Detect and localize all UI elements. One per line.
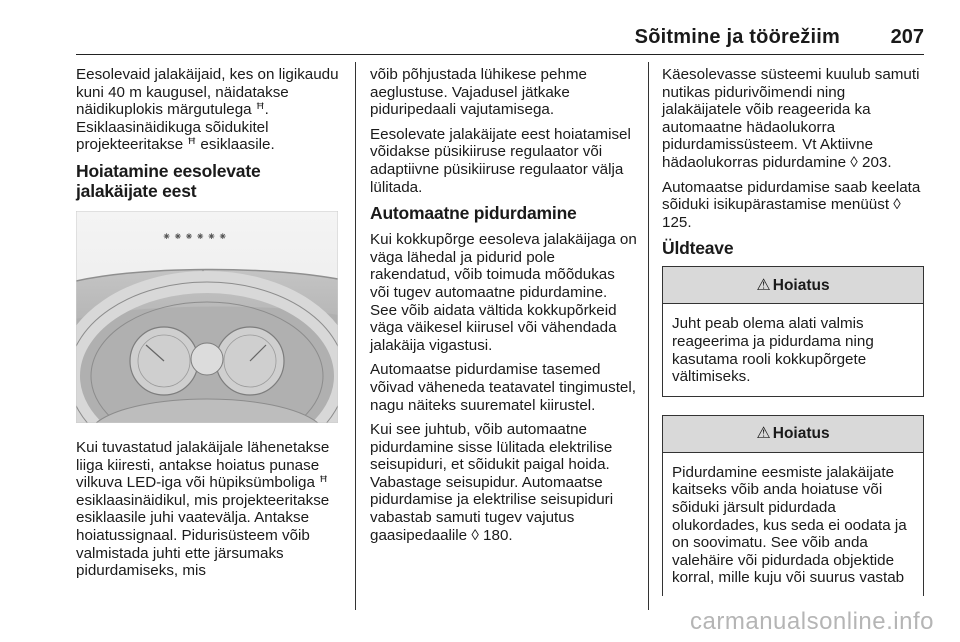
dashboard-illustration (76, 211, 338, 423)
warning-header (663, 267, 923, 304)
warning-box (662, 415, 924, 596)
paragraph: Kui tuvastatud jalakäijale lähenetakse liiga kiiresti, antakse hoiatus punase vilkuva LED-iga või hüpiksümboliga ꟸ esiklaasinäidikul, mis projekteeritakse esiklaasile juhi vaatevälja. Antakse hoiatussignaal. Pidurisüsteem võib valmistada juhti ette järsumaks pidurdamiseks, mis (76, 438, 330, 580)
warning-text: Pidurdamine eesmiste jalakäijate kaitseks võib anda hoiatuse või sõiduki järsult pidurdada olukordades, kus seda ei oodata ja on soovimatu. See võib anda valehäire või pidurdada objektide korral, mille kuju või suurus vastab (672, 463, 907, 587)
paragraph: Kui see juhtub, võib automaatne pidurdamine sisse lülitada elektrilise seisupiduri, et sõidukit paigal hoida. Vabastage seisupidur. Automaatse pidurdamise ja elektrilise seisupiduri vabastab samuti tugev vajutus gaasipedaalile ◊ 180. (370, 421, 614, 544)
hud-pedestrian-symbols: ⁕⁕⁕⁕⁕⁕ (162, 230, 230, 243)
paragraph: võib põhjustada lühikese pehme aeglustuse. Vajadusel jätkake piduripedaali vajutamisega. (370, 66, 587, 119)
header-rule (76, 54, 924, 55)
section-heading: Hoiatamine eesolevate jalakäijate eest (76, 160, 261, 201)
column-3 (662, 66, 924, 596)
paragraph: Automaatse pidurdamise saab keelata sõiduki isikupärastamise menüüst ◊ 125. (662, 178, 921, 231)
warning-title: Hoiatus (772, 424, 830, 442)
watermark: carmanualsonline.info (690, 608, 934, 635)
paragraph: Käesolevasse süsteemi kuulub samuti nutikas pidurivõimendi ning jalakäijatele võib reageerida ka automaatne hädaolukorra pidurdamissüsteem. Vt Aktiivne hädaolukorras pidurdamine ◊ 203. (662, 66, 920, 171)
column-divider-2 (648, 62, 649, 610)
warning-icon: ⚠ (756, 424, 771, 442)
warning-title: Hoiatus (772, 276, 830, 294)
paragraph: Automaatse pidurdamise tasemed võivad väheneda teatavatel tingimustel, nagu näiteks suurematel kiirustel. (370, 361, 636, 414)
column-2 (370, 66, 638, 551)
section-heading: Automaatne pidurdamine (370, 203, 577, 224)
column-divider-1 (355, 62, 356, 610)
paragraph: Kui kokkupõrge eesoleva jalakäijaga on väga lähedal ja pidurid pole rakendatud, võib toimuda mõõdukas või tugev automaatne pidurdamine. See võib aidata vältida kokkupõrkeid väga väikesel kiirusel või vähendada jalakäija vigastusi. (370, 231, 637, 354)
warning-box (662, 266, 924, 396)
warning-header (663, 416, 923, 453)
warning-icon: ⚠ (756, 276, 771, 294)
warning-text: Juht peab olema alati valmis reageerima ja pidurdama ning kasutama rooli kokkupõrgete vältimiseks. (672, 315, 874, 386)
section-heading: Üldteave (662, 238, 734, 259)
column-1 (76, 66, 344, 587)
page-number: 207 (890, 26, 924, 48)
paragraph: Eesolevate jalakäijate eest hoiatamisel võidakse püsikiiruse regulaator või adaptiivne püsikiiruse regulaator välja lülitada. (370, 125, 631, 196)
paragraph: Eesolevaid jalakäijaid, kes on ligikaudu kuni 40 m kaugusel, näidatakse näidikuplokis märgutulega ꟸ. Esiklaasinäidikuga sõidukitel projekteeritakse ꟸ esiklaasile. (76, 66, 339, 154)
page-title: Sõitmine ja töörežiim (634, 26, 840, 48)
page-header (0, 0, 960, 58)
